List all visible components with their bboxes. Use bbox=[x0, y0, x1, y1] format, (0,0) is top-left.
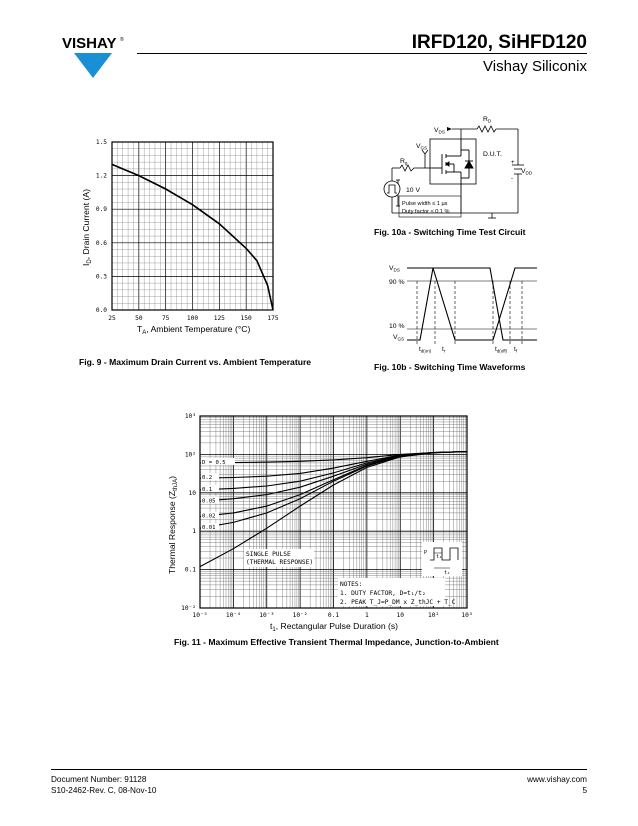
circuit-minus-sign: - bbox=[511, 176, 513, 182]
fig11-curve-label: 0.1 bbox=[202, 486, 213, 493]
pulse-voltage-label: 10 V bbox=[406, 187, 420, 194]
circuit-vds-label: $V_{DS}$ bbox=[434, 127, 445, 135]
fig11-y-tick-label: 10⁻² bbox=[181, 605, 196, 612]
fig11-x-tick-label: 10 bbox=[396, 612, 404, 619]
document-title: IRFD120, SiHFD120 bbox=[411, 32, 587, 53]
pulse-width-label: Pulse width ≤ 1 µs bbox=[402, 201, 448, 207]
waveform-90-percent-label: 90 % bbox=[389, 279, 405, 286]
fig11-y-tick-label: 0.1 bbox=[184, 566, 196, 574]
fig9-y-tick-label: 0.0 bbox=[95, 307, 107, 314]
vds-arrow-icon bbox=[447, 127, 452, 131]
fig11-x-tick-label: 1 bbox=[365, 612, 369, 619]
fig9-y-tick-label: 0.6 bbox=[95, 239, 107, 247]
fig9-x-tick-label: 25 bbox=[108, 315, 116, 322]
fig11-x-axis-label: $t_1$, Rectangular Pulse Duration (s) bbox=[270, 621, 399, 633]
td-off-label: $t_{d(off)}$ bbox=[495, 346, 508, 354]
t1-label: t₁ bbox=[436, 554, 443, 560]
brand-text: VISHAY bbox=[62, 35, 117, 52]
footer-page-number: 5 bbox=[582, 786, 587, 795]
fig11-y-tick-label: 10² bbox=[184, 451, 196, 459]
notes-title: NOTES: bbox=[340, 581, 363, 588]
fig11-x-tick-label: 10⁻² bbox=[292, 612, 308, 619]
circuit-vgs-label: $V_{GS}$ bbox=[416, 143, 428, 151]
circuit-plus-sign: + bbox=[511, 160, 515, 166]
fig9-y-tick-label: 1.5 bbox=[95, 139, 107, 146]
fig9-x-ticks bbox=[108, 315, 279, 322]
vishay-triangle-icon bbox=[74, 53, 112, 78]
fig9-x-tick-label: 75 bbox=[161, 315, 170, 322]
fig9-x-tick-label: 125 bbox=[213, 315, 225, 322]
duty-factor-label: Duty factor ≤ 0.1 % bbox=[402, 209, 450, 215]
pulse-generator-icon bbox=[384, 181, 400, 197]
circuit-rd-label: $R_D$ bbox=[483, 116, 492, 124]
circuit-dut-label: D.U.T. bbox=[483, 151, 502, 158]
fig11-x-tick-label: 10⁻⁵ bbox=[192, 612, 208, 619]
fig11-curve-label: 0.01 bbox=[202, 525, 216, 532]
fig9-caption: Fig. 9 - Maximum Drain Current vs. Ambient Temperature bbox=[79, 357, 312, 367]
pdm-pulse-diagram-icon bbox=[422, 542, 462, 576]
fig11-curve-label: D = 0.5 bbox=[202, 459, 226, 466]
fig9-drain-current-chart bbox=[75, 132, 290, 337]
fig11-curve-label: 0.02 bbox=[202, 513, 216, 520]
fig11-thermal-impedance-chart bbox=[162, 408, 482, 633]
fig9-y-tick-label: 0.3 bbox=[95, 273, 107, 281]
fig11-curve-label: 0.05 bbox=[202, 498, 216, 505]
fig10b-caption: Fig. 10b - Switching Time Waveforms bbox=[374, 362, 526, 372]
fig11-curve-label: 0.2 bbox=[202, 475, 213, 482]
fig9-y-tick-label: 1.2 bbox=[95, 172, 107, 180]
fig9-y-tick-label: 0.9 bbox=[95, 206, 107, 214]
tr-label: $t_r$ bbox=[442, 346, 446, 354]
fig11-x-tick-label: 10⁻³ bbox=[259, 612, 275, 619]
fig9-y-ticks bbox=[96, 139, 107, 314]
fig10a-switching-circuit bbox=[370, 110, 545, 222]
circuit-rg-label: $R_g$ bbox=[400, 158, 408, 166]
footer-website-link[interactable]: www.vishay.com bbox=[527, 775, 587, 784]
fig11-caption: Fig. 11 - Maximum Effective Transient Thermal Impedance, Junction-to-Ambient bbox=[174, 637, 499, 647]
note-peak-tj: 2. PEAK T_J=P_DM x Z_thJC + T_C bbox=[340, 599, 456, 606]
fig9-x-axis-label: $T_A$, Ambient Temperature (°C) bbox=[137, 324, 251, 336]
fig11-x-tick-label: 10⁻⁴ bbox=[225, 612, 241, 619]
fig11-x-tick-label: 10³ bbox=[461, 612, 473, 619]
mosfet-symbol-icon bbox=[432, 139, 473, 194]
fig11-y-tick-label: 10³ bbox=[184, 413, 196, 420]
fig9-x-tick-label: 175 bbox=[267, 315, 279, 322]
fig11-x-tick-label: 10² bbox=[428, 612, 440, 619]
fig11-x-tick-label: 0.1 bbox=[327, 612, 340, 619]
fig10b-switching-waveforms bbox=[375, 258, 545, 358]
pdm-label: P bbox=[424, 550, 428, 556]
fig11-y-ticks bbox=[181, 413, 196, 612]
fig9-grid bbox=[112, 142, 273, 310]
fig9-x-tick-label: 100 bbox=[186, 315, 199, 322]
company-name: Vishay Siliconix bbox=[483, 58, 587, 75]
waveform-vgs-label: $V_{GS}$ bbox=[393, 334, 405, 342]
fig11-y-axis-label: Thermal Response $(Z_{thJA})$ bbox=[167, 476, 179, 574]
waveform-vds-label: $V_{DS}$ bbox=[389, 265, 400, 273]
tf-label: $t_f$ bbox=[514, 346, 518, 354]
waveform-10-percent-label: 10 % bbox=[389, 323, 405, 330]
thermal-response-label: (THERMAL RESPONSE) bbox=[246, 559, 314, 566]
footer-rule bbox=[51, 769, 587, 770]
waveform-timing-markers bbox=[417, 281, 522, 345]
fig11-x-ticks bbox=[193, 612, 473, 619]
fig11-y-tick-label: 1 bbox=[192, 528, 196, 536]
footer-document-number: Document Number: 91128 bbox=[51, 775, 147, 784]
note-duty-factor: 1. DUTY FACTOR, D=t₁/t₂ bbox=[340, 590, 426, 597]
fig9-y-axis-label: $I_D$, Drain Current (A) bbox=[81, 189, 93, 266]
fig10a-caption: Fig. 10a - Switching Time Test Circuit bbox=[374, 227, 526, 237]
fig9-x-tick-label: 150 bbox=[240, 315, 252, 322]
footer-revision: S10-2462-Rev. C, 08-Nov-10 bbox=[51, 786, 157, 795]
t2-label: t₂ bbox=[444, 570, 451, 576]
circuit-vdd-label: $V_{DD}$ bbox=[521, 168, 533, 176]
fig9-x-tick-label: 50 bbox=[135, 315, 143, 322]
fig11-y-tick-label: 10 bbox=[188, 489, 196, 497]
vishay-logo bbox=[60, 27, 128, 79]
td-on-label: $t_{d(on)}$ bbox=[419, 346, 432, 354]
single-pulse-label: SINGLE PULSE bbox=[246, 551, 291, 558]
brand-registered-mark: ® bbox=[120, 37, 124, 43]
